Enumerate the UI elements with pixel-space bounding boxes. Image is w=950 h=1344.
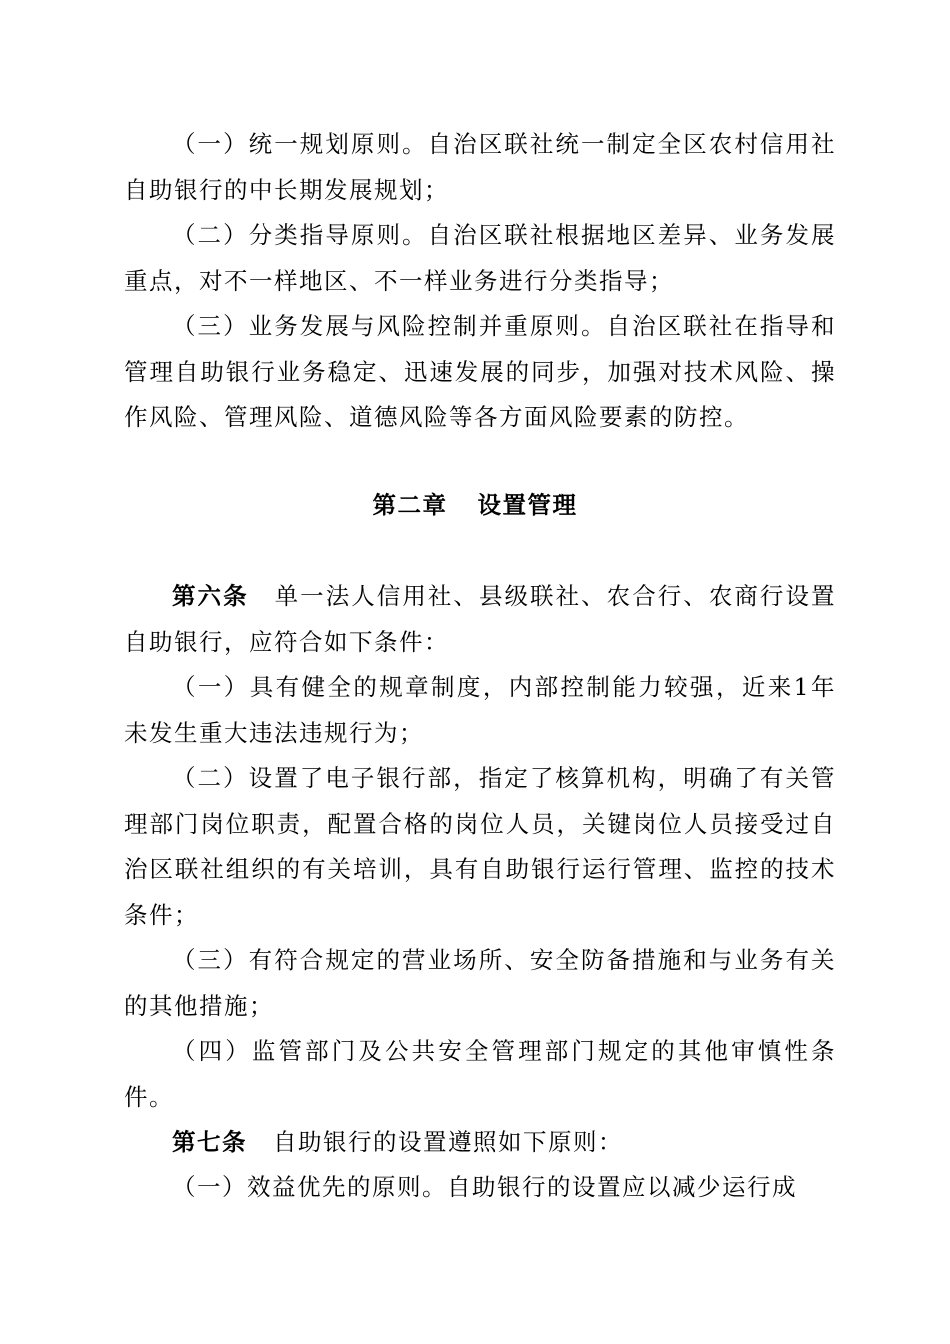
article-6-item-2: （二）设置了电子银行部，指定了核算机构，明确了有关管理部门岗位职责，配置合格的岗位人员，关键岗位人员接受过自治区联社组织的有关培训，具有自助银行运行管理、监控的技术条件；: [124, 764, 836, 929]
chapter-heading: [0, 486, 950, 520]
chapter-number: 第二章: [372, 491, 448, 519]
article-6-text: 单一法人信用社、县级联社、农合行、农商行设置自助银行，应符合如下条件：: [124, 582, 836, 656]
principle-paragraph-1: （一）统一规划原则。自治区联社统一制定全区农村信用社自助银行的中长期发展规划；: [124, 130, 836, 204]
article-6-item-4: （四）监管部门及公共安全管理部门规定的其他审慎性条件。: [124, 1037, 836, 1111]
article-7-intro: [124, 1120, 836, 1166]
article-7-item-1: （一）效益优先的原则。自助银行的设置应以减少运行成: [172, 1173, 797, 1201]
article-6-item-1: （一）具有健全的规章制度，内部控制能力较强，近来1年未发生重大违法违规行为；: [124, 673, 836, 747]
article-6-intro: [124, 574, 836, 665]
article-7-label: 第七条: [172, 1128, 247, 1156]
chapter-title: 设置管理: [477, 491, 578, 519]
article-6-label: 第六条: [172, 582, 249, 610]
principle-paragraph-3: （三）业务发展与风险控制并重原则。自治区联社在指导和管理自助银行业务稳定、迅速发展的同步，加强对技术风险、操作风险、管理风险、道德风险等各方面风险要素的防控。: [124, 312, 836, 431]
article-7-text: 自助银行的设置遵照如下原则：: [273, 1128, 623, 1156]
article-6-item-3: （三）有符合规定的营业场所、安全防备措施和与业务有关的其他措施；: [124, 946, 836, 1020]
principle-paragraph-2: （二）分类指导原则。自治区联社根据地区差异、业务发展重点，对不一样地区、不一样业务进行分类指导；: [124, 221, 836, 295]
